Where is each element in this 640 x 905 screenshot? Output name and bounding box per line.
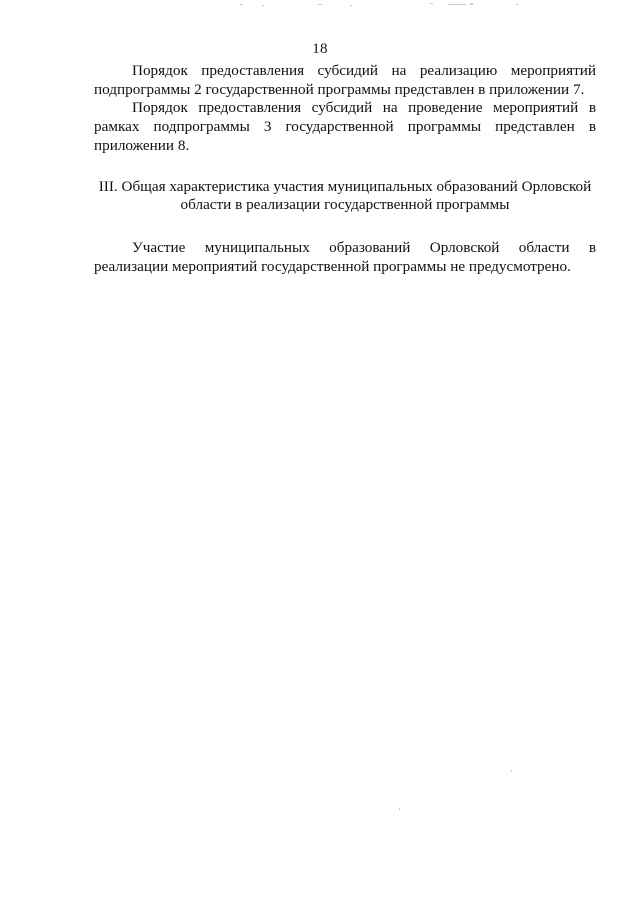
scan-artifact — [350, 5, 352, 6]
scan-artifact — [318, 4, 322, 5]
scan-artifact — [511, 770, 512, 772]
section-body — [94, 239, 596, 276]
scan-artifact — [470, 3, 473, 5]
section-heading: III. Общая характеристика участия муниципальных образований Орловской области в реализации государственной программы — [98, 177, 592, 214]
scan-artifact — [240, 4, 243, 5]
scan-artifact — [430, 3, 433, 4]
document-body — [94, 62, 596, 276]
paragraph-municipal-participation: Участие муниципальных образований Орловской области в реализации мероприятий государственной программы не предусмотрено. — [94, 238, 596, 275]
scan-artifact — [516, 4, 518, 5]
scan-artifact — [448, 4, 466, 5]
paragraph-subsidy-subprogram-3: Порядок предоставления субсидий на проведение мероприятий в рамках подпрограммы 3 государственной программы представлен в приложении 8. — [94, 99, 596, 154]
scan-artifact — [262, 5, 264, 6]
scan-artifact — [399, 808, 400, 810]
paragraph-subsidy-subprogram-2: Порядок предоставления субсидий на реализацию мероприятий подпрограммы 2 государственной программы представлен в приложении 7. — [94, 62, 596, 98]
page-number: 18 — [312, 41, 328, 57]
